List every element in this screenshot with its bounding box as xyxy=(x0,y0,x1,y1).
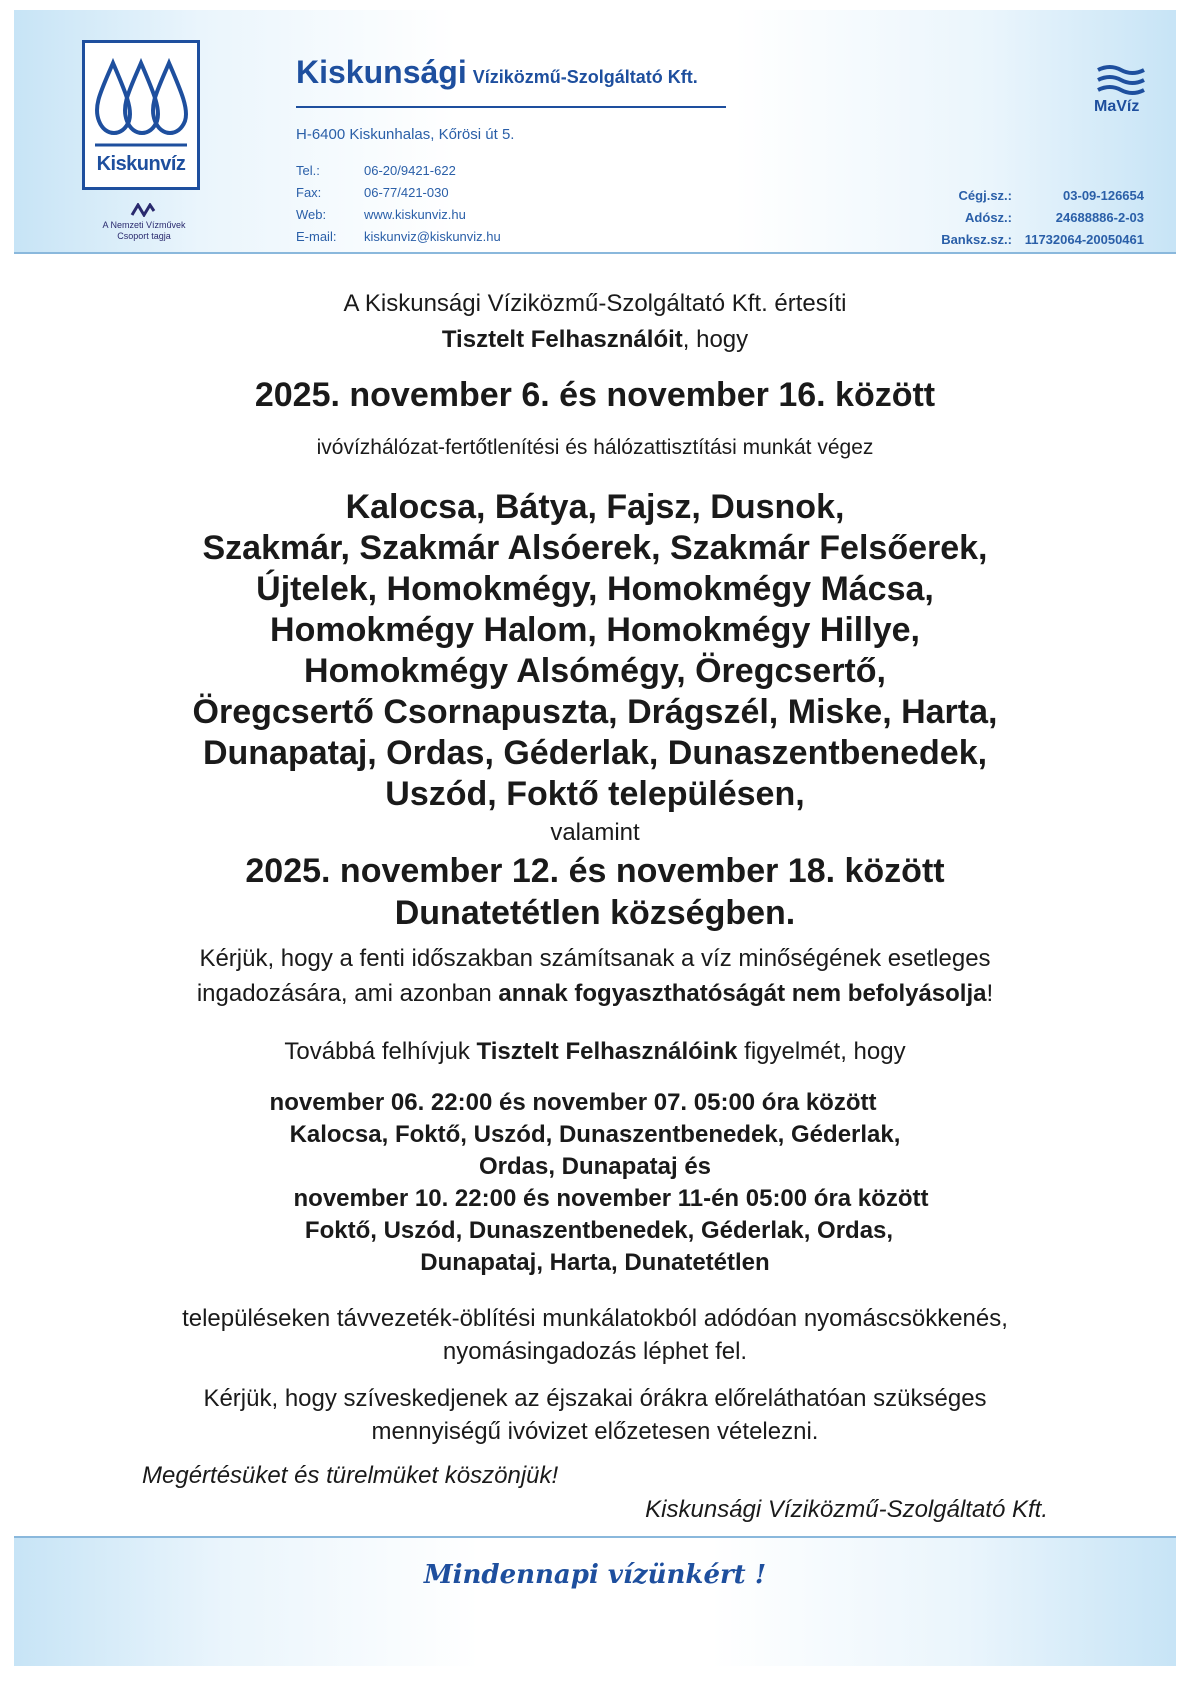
night-schedule-line: november 10. 22:00 és november 11-én 05:00 óra között xyxy=(293,1185,929,1212)
registry-label: Adósz.: xyxy=(965,210,1012,225)
pressure-line-1: településeken távvezeték-öblítési munkálatokból adódóan nyomáscsökkenés, xyxy=(182,1305,1008,1332)
settlement-line: Uszód, Foktő településen, xyxy=(385,775,805,813)
quality-line-1: Kérjük, hogy a fenti időszakban számítsanak a víz minőségének esetleges xyxy=(199,945,991,972)
contact-label: E-mail: xyxy=(296,229,337,244)
maviz-logo-text: MaVíz xyxy=(1094,98,1140,115)
intro-line-2 xyxy=(0,326,1190,354)
registry-value: 24688886-2-03 xyxy=(1055,210,1144,225)
settlement-line: Öregcsertő Csornapuszta, Drágszél, Miske, Harta, xyxy=(192,693,998,731)
contact-value: 06-77/421-030 xyxy=(364,185,449,200)
period-1-heading: 2025. november 6. és november 16. között xyxy=(254,376,936,414)
quality-start: ingadozására, ami azonban xyxy=(196,980,499,1007)
settlement-line: Kalocsa, Bátya, Fajsz, Dusnok, xyxy=(345,488,845,526)
settlement-line: Újtelek, Homokmégy, Homokmégy Mácsa, xyxy=(256,570,934,608)
quality-end: ! xyxy=(986,980,994,1007)
registry-label: Cégj.sz.: xyxy=(958,188,1012,203)
footer-banner xyxy=(14,1536,1176,1666)
settlement-line: Homokmégy Halom, Homokmégy Hillye, xyxy=(270,611,920,649)
work-description: ivóvízhálózat-fertőtlenítési és hálózattisztítási munkát végez xyxy=(316,436,874,459)
settlement-line: Dunapataj, Ordas, Géderlak, Dunaszentbenedek, xyxy=(202,734,988,772)
web-link[interactable]: www.kiskunviz.hu xyxy=(364,207,466,222)
attention-line xyxy=(0,1038,1190,1066)
logo-text: Kiskunvíz xyxy=(96,153,186,175)
period-2-place: Dunatetétlen községben. xyxy=(394,894,796,932)
pressure-line-2: nyomásingadozás léphet fel. xyxy=(442,1338,748,1365)
attention-start: Továbbá felhívjuk xyxy=(284,1038,477,1065)
night-schedule-line: Foktő, Uszód, Dunaszentbenedek, Géderlak, Ordas, xyxy=(304,1217,894,1244)
request-line-2: mennyiségű ivóvizet előzetesen vételezni. xyxy=(371,1418,819,1445)
quality-bold: annak fogyaszthatóságát nem befolyásolja xyxy=(498,980,987,1007)
registry-value: 03-09-126654 xyxy=(1063,188,1144,203)
signature: Kiskunsági Víziközmű-Szolgáltató Kft. xyxy=(645,1496,1048,1523)
registry-label: Banksz.sz.: xyxy=(941,232,1012,247)
email-link[interactable]: kiskunviz@kiskunviz.hu xyxy=(364,229,501,244)
contact-label: Tel.: xyxy=(296,163,320,178)
also-word: valamint xyxy=(550,819,640,846)
intro-rest: , hogy xyxy=(682,326,749,353)
contact-label: Fax: xyxy=(296,185,322,200)
request-line-1: Kérjük, hogy szíveskedjenek az éjszakai órákra előreláthatóan szükséges xyxy=(203,1385,987,1412)
night-schedule-line: Ordas, Dunapataj és xyxy=(478,1153,712,1180)
settlement-line: Szakmár, Szakmár Alsóerek, Szakmár Felsőerek, xyxy=(202,529,988,567)
quality-line-2 xyxy=(0,980,1190,1008)
night-schedule-line: Kalocsa, Foktő, Uszód, Dunaszentbenedek, Géderlak, xyxy=(289,1121,901,1148)
group-line-1: A Nemzeti Vízművek xyxy=(102,220,186,230)
attention-end: figyelmét, hogy xyxy=(737,1038,906,1065)
slogan: Mindennapi vízünkért ! xyxy=(423,1560,767,1590)
settlement-line: Homokmégy Alsómégy, Öregcsertő, xyxy=(304,652,886,690)
company-name-suffix: Víziközmű-Szolgáltató Kft. xyxy=(472,67,698,87)
intro-line-1: A Kiskunsági Víziközmű-Szolgáltató Kft. értesíti xyxy=(343,290,847,317)
intro-bold: Tisztelt Felhasználóit xyxy=(441,326,683,353)
thanks-line: Megértésüket és türelmüket köszönjük! xyxy=(142,1462,559,1489)
group-line-2: Csoport tagja xyxy=(117,231,171,241)
night-schedule-line: november 06. 22:00 és november 07. 05:00 óra között xyxy=(269,1089,877,1116)
contact-value: 06-20/9421-622 xyxy=(364,163,456,178)
period-2-heading: 2025. november 12. és november 18. között xyxy=(245,852,945,890)
company-address: H-6400 Kiskunhalas, Kőrösi út 5. xyxy=(296,126,515,143)
registry-value: 11732064-20050461 xyxy=(1024,232,1144,247)
contact-label: Web: xyxy=(296,207,327,222)
company-name-main: Kiskunsági xyxy=(296,54,467,90)
attention-bold: Tisztelt Felhasználóink xyxy=(476,1038,738,1065)
night-schedule-line: Dunapataj, Harta, Dunatetétlen xyxy=(420,1249,770,1276)
